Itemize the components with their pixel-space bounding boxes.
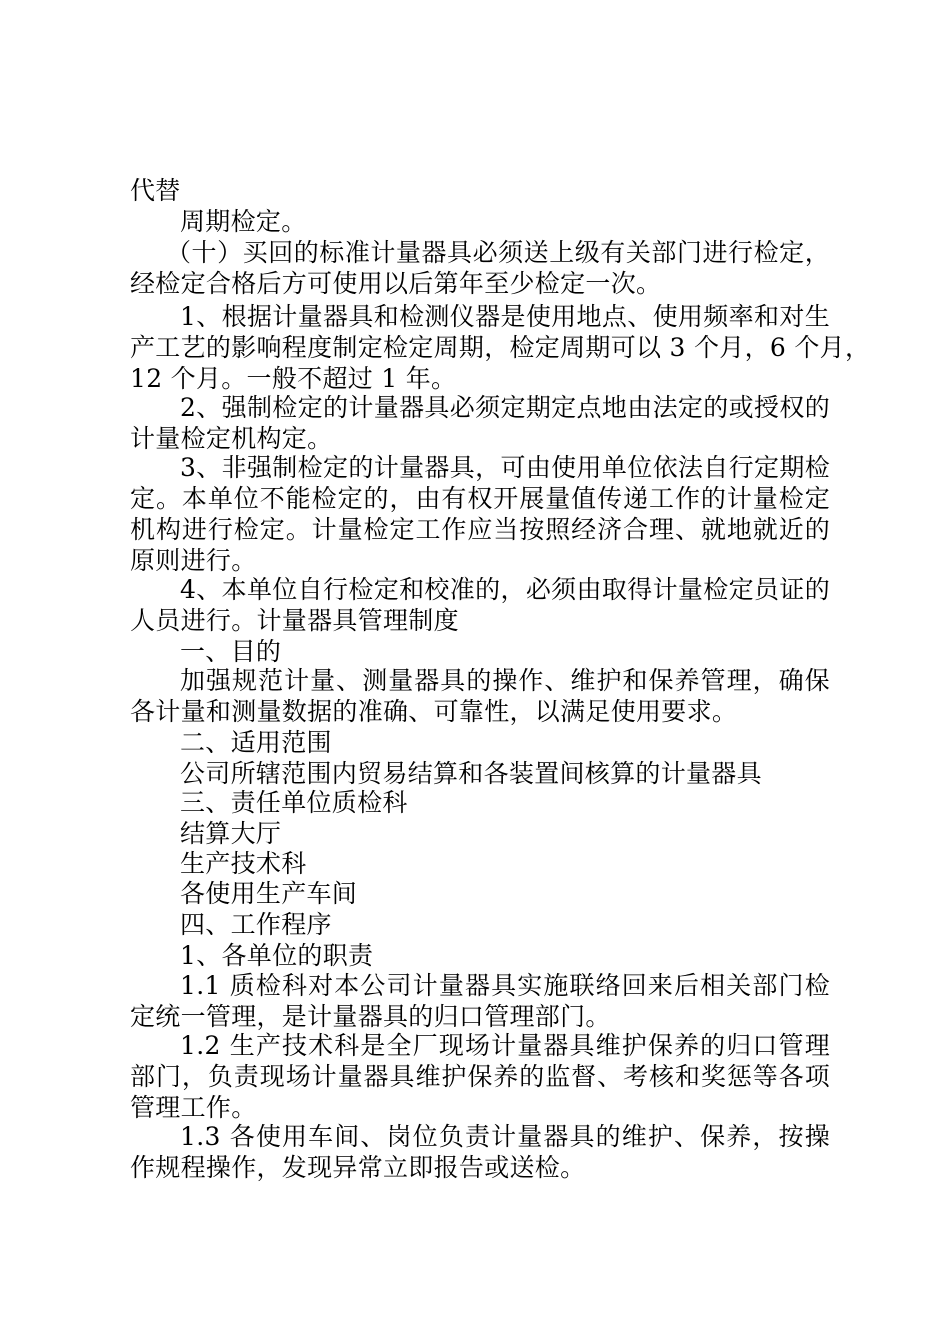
text-line: 原则进行。	[130, 546, 257, 575]
text-line: 周期检定。	[180, 207, 307, 236]
text-line: 4、本单位自行检定和校准的，必须由取得计量检定员证的	[180, 575, 830, 604]
text-line: 1、各单位的职责	[180, 941, 374, 970]
text-line: 2、强制检定的计量器具必须定期定点地由法定的或授权的	[180, 393, 830, 422]
text-line: 公司所辖范围内贸易结算和各装置间核算的计量器具	[180, 759, 762, 788]
text-line: 机构进行检定。计量检定工作应当按照经济合理、就地就近的	[130, 515, 830, 544]
text-line: 部门，负责现场计量器具维护保养的监督、考核和奖惩等各项	[130, 1062, 830, 1091]
text-line: （十）买回的标准计量器具必须送上级有关部门进行检定，	[166, 238, 830, 267]
text-line: 管理工作。	[130, 1093, 257, 1122]
text-line: 1.3 各使用车间、岗位负责计量器具的维护、保养，按操	[180, 1122, 830, 1151]
text-line: 产工艺的影响程度制定检定周期，检定周期可以 3 个月，6 个月，	[130, 333, 871, 362]
text-line: 生产技术科	[180, 849, 307, 878]
text-line: 二、适用范围	[180, 728, 332, 757]
text-line: 12 个月。一般不超过 1 年。	[130, 364, 457, 393]
text-line: 经检定合格后方可使用以后第年至少检定一次。	[130, 269, 662, 298]
text-line: 作规程操作，发现异常立即报告或送检。	[130, 1153, 586, 1182]
text-line: 定。本单位不能检定的，由有权开展量值传递工作的计量检定	[130, 484, 830, 513]
text-line: 各使用生产车间	[180, 879, 358, 908]
text-line: 加强规范计量、测量器具的操作、维护和保养管理，确保	[180, 666, 830, 695]
text-line: 计量检定机构定。	[130, 424, 333, 453]
text-line: 结算大厅	[180, 819, 282, 848]
text-line: 人员进行。计量器具管理制度	[130, 606, 459, 635]
text-line: 1.1 质检科对本公司计量器具实施联络回来后相关部门检	[180, 971, 830, 1000]
text-line: 1.2 生产技术科是全厂现场计量器具维护保养的归口管理	[180, 1031, 830, 1060]
text-line: 定统一管理，是计量器具的归口管理部门。	[130, 1002, 611, 1031]
text-line: 1、根据计量器具和检测仪器是使用地点、使用频率和对生	[180, 302, 830, 331]
text-line: 代替	[130, 176, 181, 205]
text-line: 三、责任单位质检科	[180, 788, 408, 817]
text-line: 四、工作程序	[180, 910, 332, 939]
text-line: 3、非强制检定的计量器具，可由使用单位依法自行定期检	[180, 453, 830, 482]
text-line: 各计量和测量数据的准确、可靠性，以满足使用要求。	[130, 697, 738, 726]
text-line: 一、目的	[180, 637, 282, 666]
